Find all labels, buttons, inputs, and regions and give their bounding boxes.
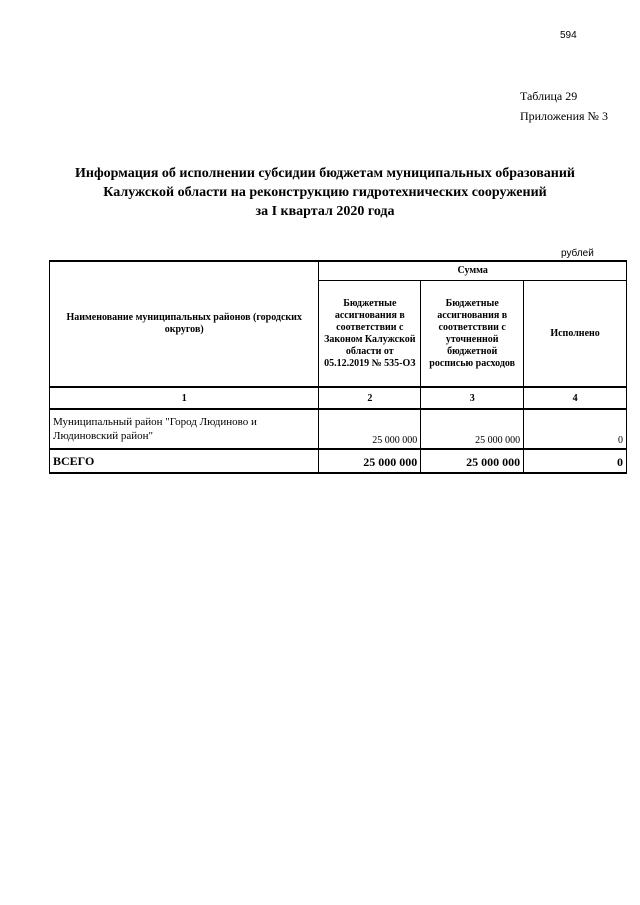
column-header-law-allocations: Бюджетные ассигнования в соответствии с Законом Калужской области от 05.12.2019 № 535-ОЗ — [319, 281, 421, 387]
column-header-refined-allocations: Бюджетные ассигнования в соответствии с уточненной бюджетной росписью расходов — [421, 281, 524, 387]
column-number: 2 — [319, 387, 421, 409]
total-executed-value: 0 — [524, 449, 627, 473]
row-refined-allocation-value: 25 000 000 — [421, 409, 524, 449]
table-label: Таблица 29 — [519, 89, 578, 103]
column-header-name: Наименование муниципальных районов (городских округов) — [50, 261, 319, 387]
total-law-allocation-value: 25 000 000 — [319, 449, 421, 473]
title-line-3: за I квартал 2020 года — [255, 204, 395, 219]
row-executed-value: 0 — [524, 409, 627, 449]
total-label: ВСЕГО — [50, 449, 319, 473]
row-district-name: Муниципальный район "Город Людиново и Людиновский район" — [50, 409, 319, 449]
execution-table — [49, 260, 627, 474]
page-number: 594 — [560, 30, 577, 41]
column-number-row — [50, 387, 627, 409]
document-title — [60, 164, 590, 221]
table-row — [50, 409, 627, 449]
total-refined-allocation-value: 25 000 000 — [421, 449, 524, 473]
total-row — [50, 449, 627, 473]
column-header-sum: Сумма — [319, 261, 627, 281]
title-line-1: Информация об исполнении субсидии бюджетам муниципальных образований — [75, 166, 575, 181]
row-law-allocation-value: 25 000 000 — [319, 409, 421, 449]
column-number: 4 — [524, 387, 627, 409]
column-header-executed: Исполнено — [524, 281, 627, 387]
column-number: 1 — [50, 387, 319, 409]
column-number: 3 — [421, 387, 524, 409]
table-reference — [520, 86, 608, 126]
unit-label: рублей — [561, 248, 594, 259]
appendix-label: Приложения № 3 — [519, 109, 608, 123]
title-line-2: Калужской области на реконструкцию гидротехнических сооружений — [103, 185, 547, 200]
